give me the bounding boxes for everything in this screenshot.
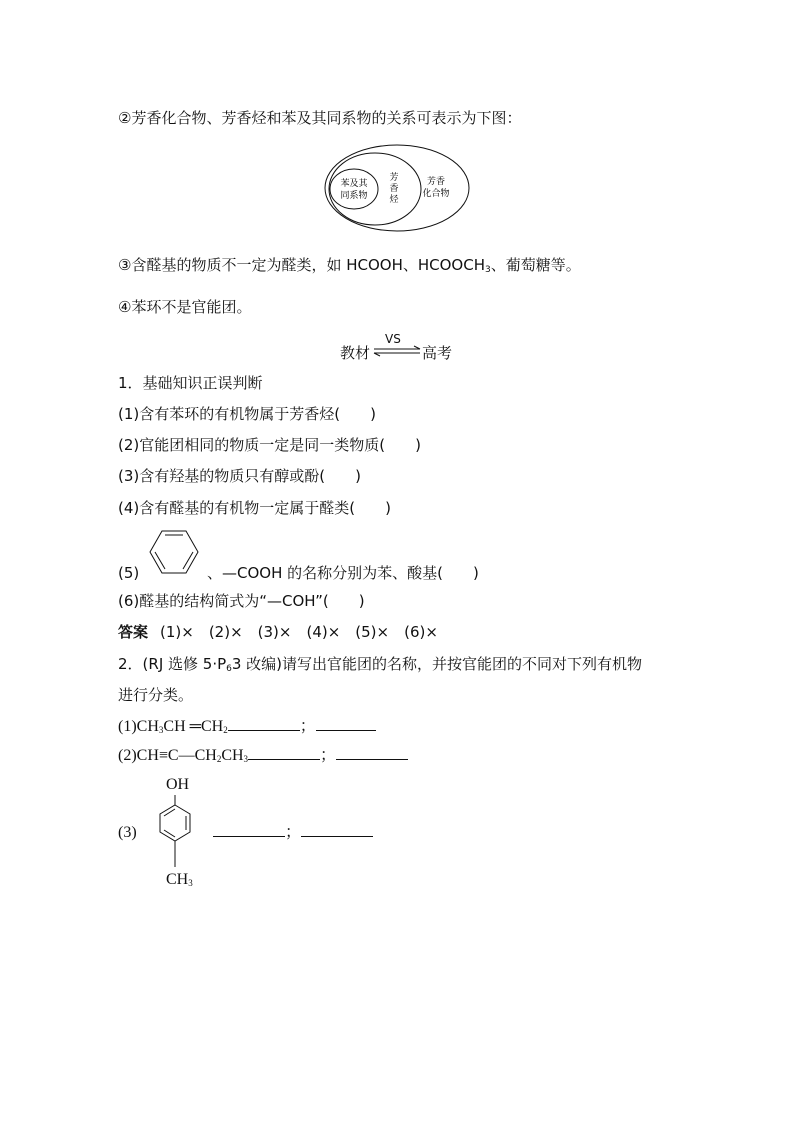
q2-item-1-blank-1[interactable] [228, 716, 300, 731]
q2-item-3-ch3 [166, 869, 193, 894]
q2-item-2-a: CH≡C—CH [136, 747, 217, 764]
venn-outer-label-1: 芳香 [426, 177, 446, 187]
venn-middle-label-1: 芳 [389, 173, 399, 183]
q2-item-1-blank-2[interactable] [316, 716, 376, 731]
q1-item-3: (3)含有羟基的物质只有醇或酚( ) [118, 467, 361, 485]
q2-item-3-ch3-text: CH [166, 871, 189, 888]
venn-middle-label-2: 香 [389, 184, 399, 194]
q1-item-5-num: (5) [118, 564, 140, 582]
q1-answer-text: (1)× (2)× (3)× (4)× (5)× (6)× [160, 623, 438, 641]
q2-item-3-sep: ； [285, 824, 302, 841]
banner [340, 332, 460, 362]
note-3 [118, 254, 581, 281]
q2-title-line1 [118, 653, 642, 680]
q2-title-part2: 3 改编)请写出官能团的名称，并按官能团的不同对下列有机物 [231, 655, 643, 673]
note-3-suffix: 、葡萄糖等。 [490, 256, 581, 274]
q2-item-1-b-sub: 2 [223, 725, 228, 735]
q1-item-2: (2)官能团相同的物质一定是同一类物质( ) [118, 436, 421, 454]
note-2: ②芳香化合物、芳香烃和苯及其同系物的关系可表示为下图： [118, 109, 522, 127]
venn-inner-label-1: 苯及其 [340, 179, 368, 189]
venn-inner-ellipse [330, 169, 378, 209]
q2-title-sub: 6 [226, 664, 232, 674]
banner-right: 高考 [422, 344, 453, 362]
q2-item-2-blank-2[interactable] [336, 745, 408, 760]
q2-item-3-blank-2[interactable] [301, 822, 373, 837]
q2-item-2-a-sub: 2 [216, 754, 222, 764]
q2-item-1 [118, 716, 376, 741]
banner-vs: VS [385, 332, 401, 346]
venn-diagram [322, 143, 472, 233]
q2-item-2-b-sub: 3 [243, 754, 249, 764]
q1-item-6: (6)醛基的结构简式为“—COH”( ) [118, 592, 365, 610]
venn-middle-label-3: 烃 [389, 195, 399, 205]
q2-item-1-a-sub: 3 [158, 725, 164, 735]
note-3-prefix: ③含醛基的物质不一定为醛类，如 HCOOH、HCOOCH [118, 256, 485, 274]
q2-title-line2: 进行分类。 [118, 686, 194, 704]
q2-item-1-sep: ； [299, 718, 316, 735]
q1-answer [118, 621, 438, 643]
note-4: ④苯环不是官能团。 [118, 298, 252, 316]
venn-middle-ellipse [329, 153, 421, 225]
q2-item-2 [118, 745, 408, 770]
p-cresol-structure [155, 795, 195, 871]
q1-title: 1．基础知识正误判断 [118, 374, 263, 392]
q2-item-3-blank-1[interactable] [213, 822, 285, 837]
q2-item-1-num: (1) [118, 718, 137, 735]
q1-item-4: (4)含有醛基的有机物一定属于醛类( ) [118, 499, 391, 517]
q2-item-3-oh: OH [166, 776, 190, 793]
q2-item-2-num: (2) [118, 747, 137, 764]
banner-left: 教材 [340, 344, 371, 362]
q2-item-2-blank-1[interactable] [248, 745, 320, 760]
q2-item-3-num: (3) [118, 824, 137, 841]
banner-arrows [372, 345, 422, 357]
q2-item-1-a: CH [136, 718, 159, 735]
q2-item-2-b: CH [221, 747, 244, 764]
q1-item-1: (1)含有苯环的有机物属于芳香烃( ) [118, 405, 376, 423]
venn-outer-label-2: 化合物 [422, 189, 450, 199]
q2-item-3-ch3-sub: 3 [188, 878, 193, 888]
venn-inner-label-2: 同系物 [340, 191, 368, 201]
q2-item-1-b: CH ═CH [163, 718, 224, 735]
q1-answer-label: 答案 [118, 623, 149, 641]
q2-title-part1: 2．(RJ 选修 5·P [118, 655, 227, 673]
q2-item-2-sep: ； [320, 747, 337, 764]
q1-item-5-text: 、—COOH 的名称分别为苯、酸基( ) [207, 564, 479, 582]
note-3-sub: 3 [484, 265, 491, 275]
benzene-ring-icon [148, 529, 200, 575]
q2-item-3-answers [213, 822, 373, 844]
